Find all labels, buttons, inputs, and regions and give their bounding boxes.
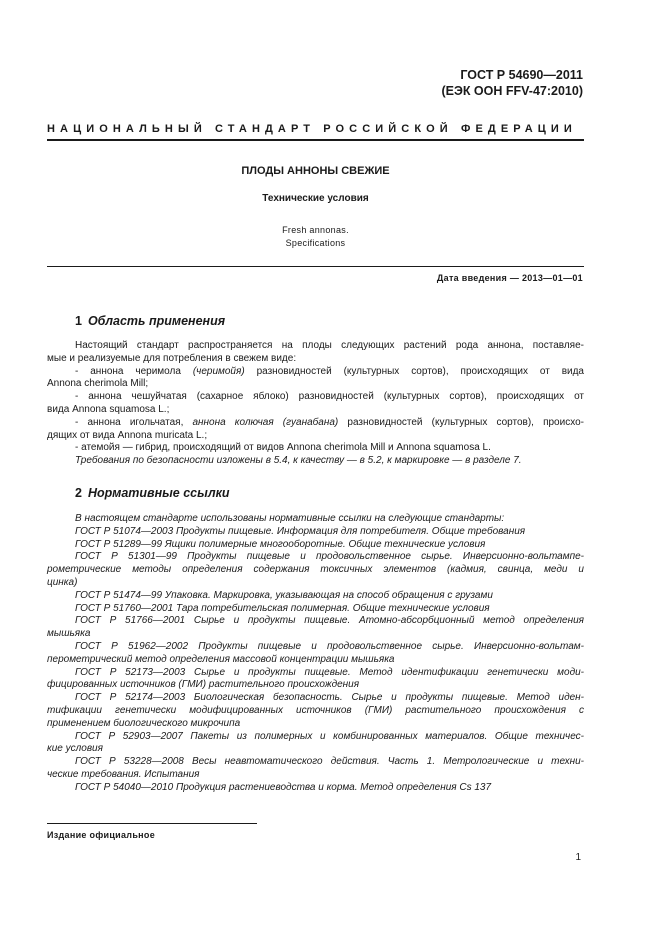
text-line: В настоящем стандарте использованы нормативные ссылки на следующие стандарты: [75, 513, 505, 524]
section-2-body [47, 513, 584, 795]
reference-line: ГОСТ Р 51962—2002 Продукты пищевые и продовольственное сырье. Инверсионно-вольтам- [75, 640, 584, 652]
section-number: 1 [75, 314, 82, 328]
document-subtitle: Технические условия [262, 193, 369, 204]
section-1-heading [75, 314, 225, 328]
effective-date: Дата введения — 2013—01—01 [436, 273, 583, 283]
reference-line: ческие требования. Испытания [47, 768, 200, 780]
gost-alt-number: (ЕЭК ООН FFV-47:2010) [441, 84, 583, 98]
reference-line: ГОСТ Р 52903—2007 Пакеты из полимерных и комбинированных материалов. Общие техничес- [75, 730, 584, 742]
reference-line: ГОСТ Р 51766—2001 Сырье и продукты пищевые. Атомно-абсорбционный метод определения [75, 615, 584, 627]
english-title [47, 224, 584, 250]
section-title: Нормативные ссылки [87, 486, 230, 500]
text-line: - атемойя — гибрид, происходящий от видов Annona cherimola Mill и Annona squamosa L. [75, 442, 491, 454]
reference-line: ГОСТ Р 54040—2010 Продукция растениеводства и корма. Метод определения Cs 137 [75, 781, 492, 793]
reference-line: ГОСТ Р 51760—2001 Тара потребительская полимерная. Общие технические условия [75, 602, 490, 614]
text-line: - аннона черимола (черимойя) разновидностей (культурных сортов), происходящих от вида [75, 365, 584, 377]
section-number: 2 [75, 486, 82, 500]
page-number: 1 [575, 852, 581, 863]
reference-line: рометрические методы определения содержания токсичных элементов (кадмия, свинца, меди и [47, 564, 584, 576]
text-line: мые и реализуемые для потребления в свежем виде: [47, 352, 297, 364]
text-line: Требования по безопасности изложены в 5.4, к качеству — в 5.2, к маркировке — в разделе 7. [75, 455, 522, 467]
gost-designation [441, 67, 583, 99]
text-line: - аннона чешуйчатая (сахарное яблоко) разновидностей (культурных сортов), происходящих от [75, 391, 584, 403]
reference-line: мышьяка [47, 628, 91, 640]
reference-line: тификации генетически модифицированных источников (ГМИ) растительного происхождения с [47, 704, 584, 716]
reference-line: ГОСТ Р 52174—2003 Биологическая безопасность. Сырье и продукты пищевые. Метод иден- [75, 692, 584, 704]
header-rule [47, 139, 584, 141]
reference-line: ГОСТ Р 51474—99 Упаковка. Маркировка, указывающая на способ обращения с грузами [75, 589, 493, 601]
reference-line: ГОСТ Р 51289—99 Ящики полимерные многооборотные. Общие технические условия [75, 538, 486, 550]
section-1-body [47, 340, 584, 468]
text-line: Настоящий стандарт распространяется на плоды следующих растений рода аннона, поставляе- [75, 340, 584, 351]
section-2-heading [75, 486, 230, 500]
reference-line: фицированных источников (ГМИ) растительного происхождения [47, 679, 360, 691]
gost-number: ГОСТ Р 54690—2011 [460, 68, 583, 82]
title-rule [47, 266, 584, 267]
text-line: Annona cherimola Mill; [47, 378, 149, 390]
section-title: Область применения [87, 314, 226, 328]
reference-line: ГОСТ Р 53228—2008 Весы неавтоматического действия. Часть 1. Метрологические и техни- [75, 756, 584, 768]
reference-line: цинка) [47, 576, 78, 588]
text-line: дящих от вида Annona muricata L.; [47, 429, 208, 441]
footer-rule [47, 823, 257, 824]
edition-label: Издание официальное [47, 830, 156, 840]
english-title-line: Fresh annonas. [282, 225, 349, 235]
text-line: - аннона игольчатая, аннона колючая (гуанабана) разновидностей (культурных сортов), происхо- [75, 416, 584, 428]
reference-line: ГОСТ Р 51074—2003 Продукты пищевые. Информация для потребителя. Общие требования [75, 525, 526, 537]
text-line: вида Annona squamosa L.; [47, 403, 170, 415]
document-title: ПЛОДЫ АННОНЫ СВЕЖИЕ [241, 165, 390, 177]
reference-line: ГОСТ Р 52173—2003 Сырье и продукты пищевые. Метод идентификации генетически моди- [75, 666, 584, 678]
reference-line: применением биологического микрочипа [47, 717, 241, 729]
english-title-line: Specifications [285, 238, 346, 248]
reference-line: перометрический метод определения массовой концентрации мышьяка [47, 653, 395, 665]
reference-line: ГОСТ Р 51301—99 Продукты пищевые и продовольственное сырье. Инверсионно-вольтампе- [75, 551, 584, 563]
reference-line: кие условия [47, 743, 103, 755]
national-standard-banner: НАЦИОНАЛЬНЫЙ СТАНДАРТ РОССИЙСКОЙ ФЕДЕРАЦИИ [47, 123, 577, 135]
